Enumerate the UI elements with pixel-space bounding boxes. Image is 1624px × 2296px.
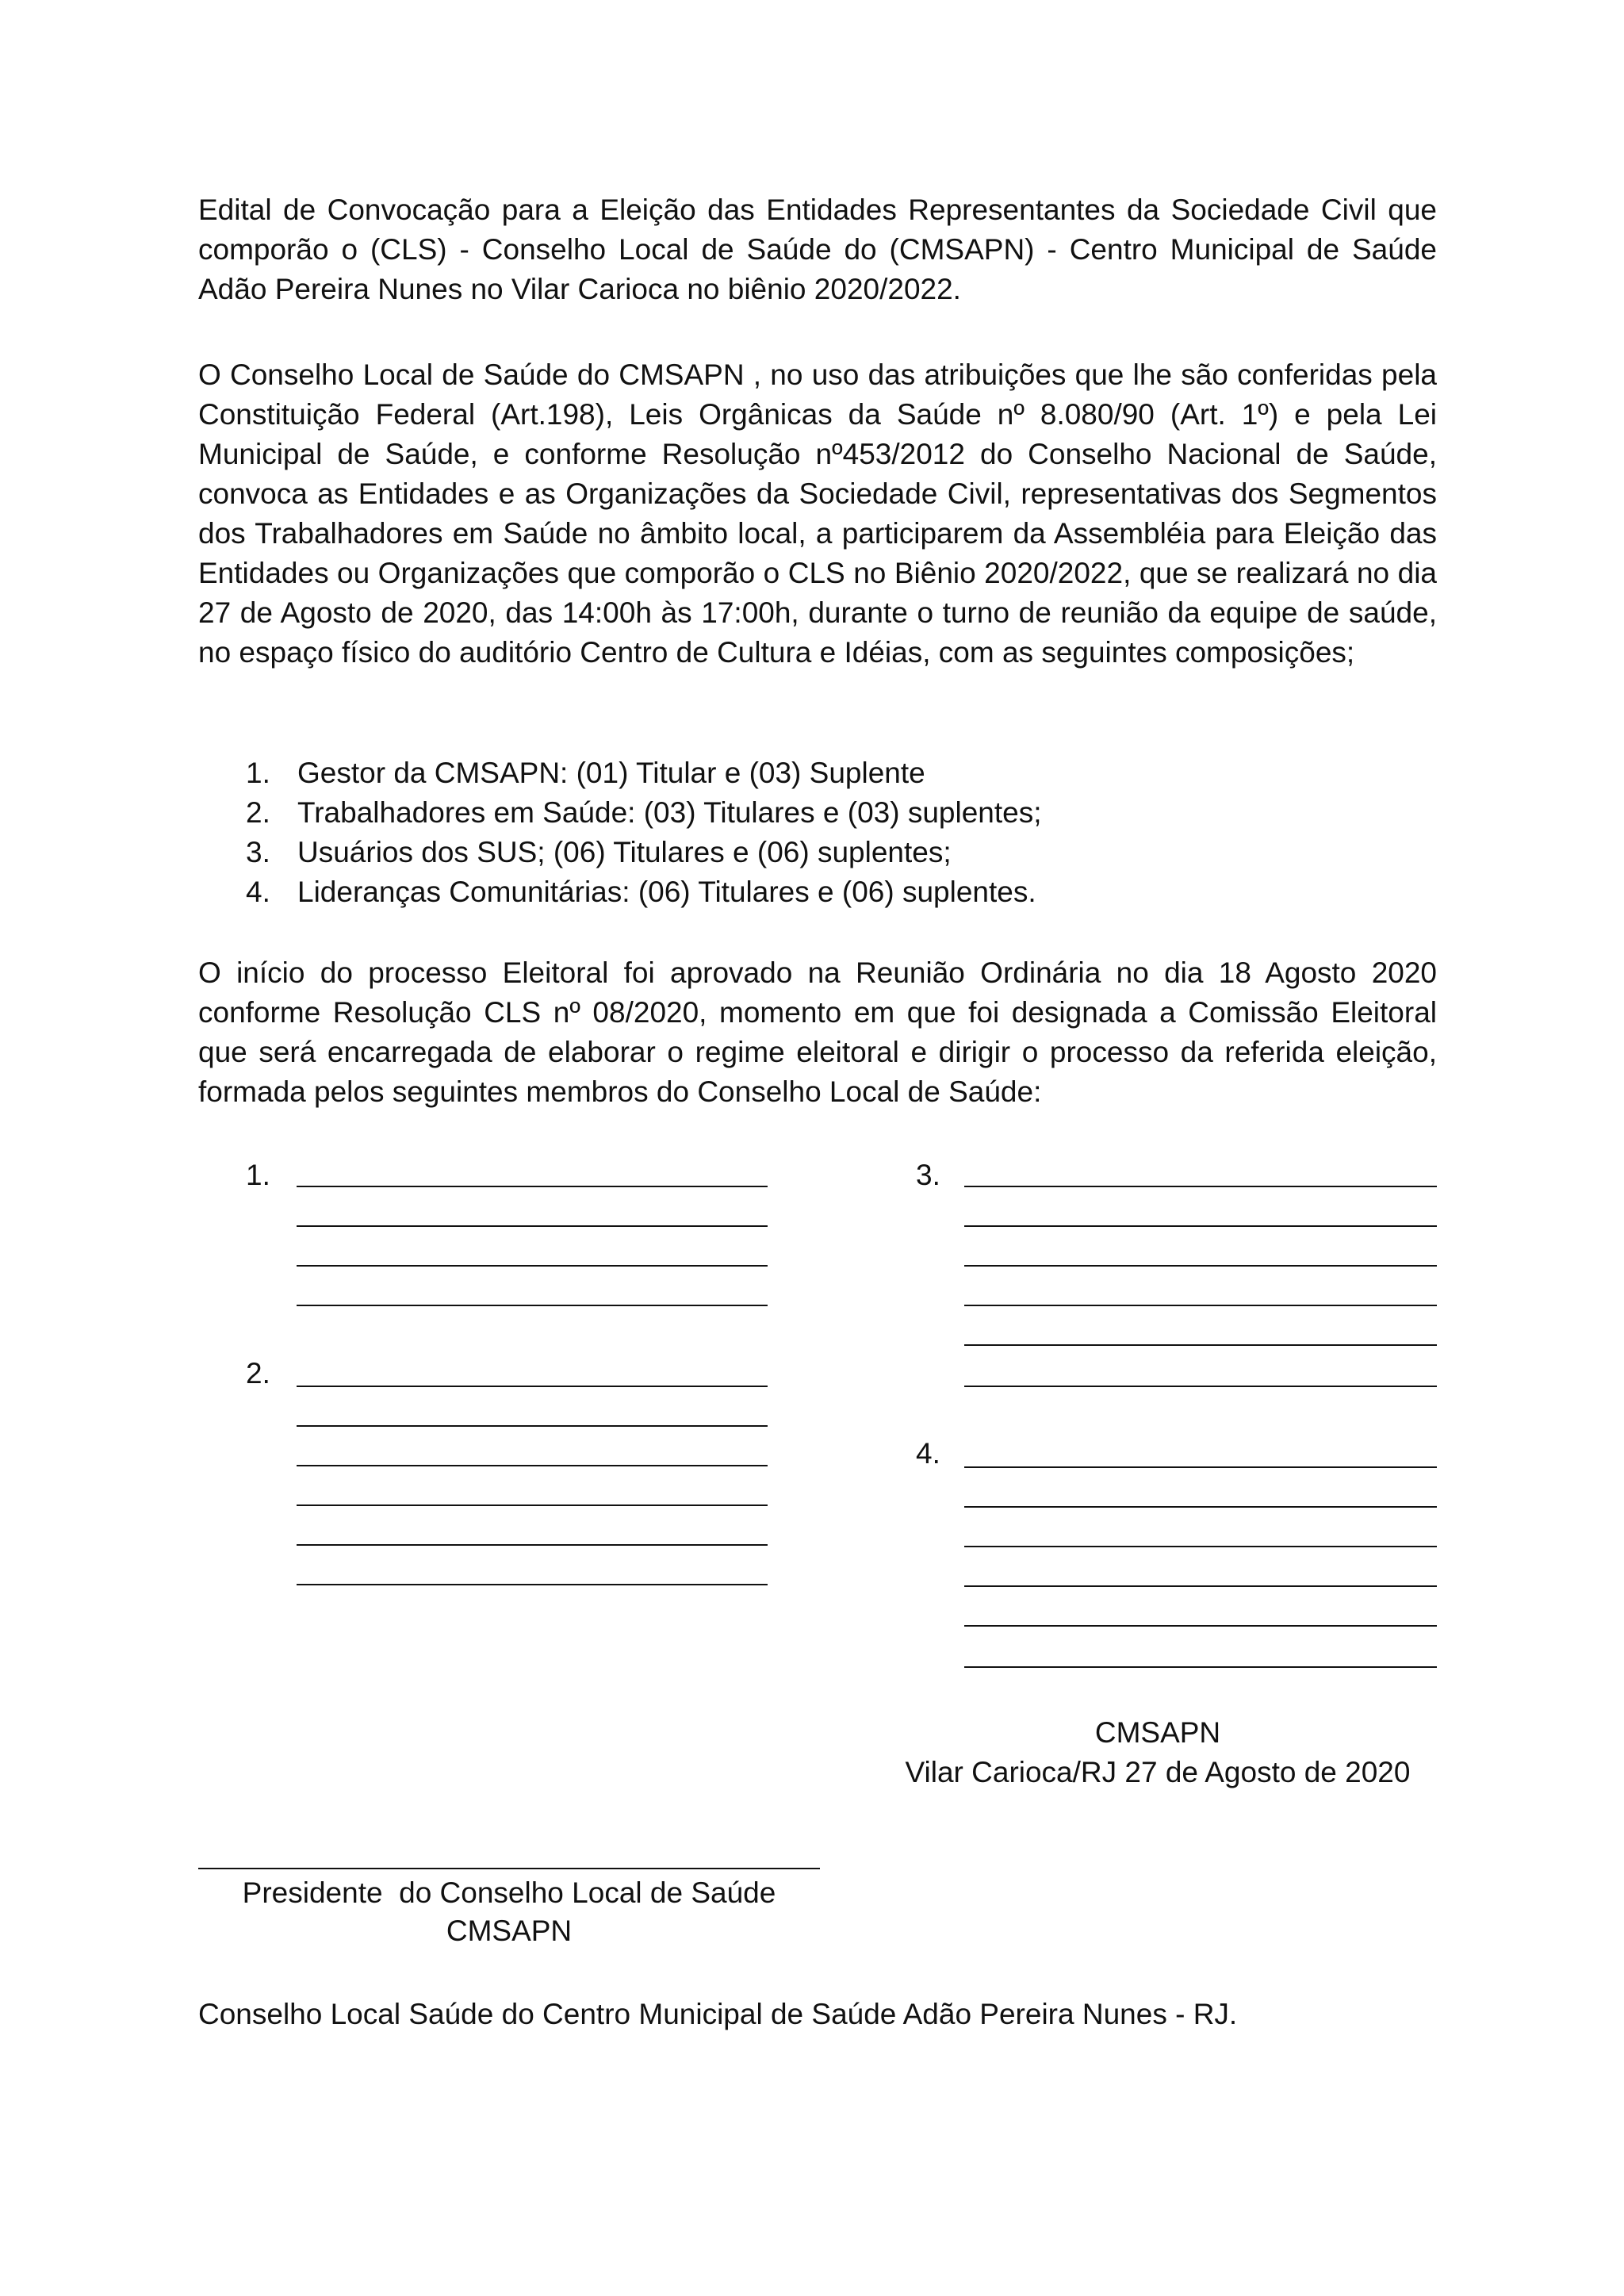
place-org: CMSAPN: [1094, 1716, 1221, 1749]
signature-line[interactable]: [297, 1544, 768, 1546]
signature-line[interactable]: [964, 1546, 1437, 1547]
signature-line[interactable]: [964, 1625, 1437, 1627]
signature-line[interactable]: [964, 1506, 1437, 1508]
signature-title: Presidente do Conselho Local de Saúde: [242, 1876, 776, 1909]
list-item-number: 4.: [246, 876, 270, 908]
signature-line[interactable]: [297, 1186, 768, 1187]
member-number: 3.: [916, 1159, 940, 1191]
signature-line[interactable]: [964, 1585, 1437, 1587]
president-signature-block: [198, 1874, 820, 1950]
place-date-block: [872, 1713, 1443, 1792]
list-item-number: 2.: [246, 796, 270, 829]
signature-line[interactable]: [297, 1225, 768, 1227]
signature-line[interactable]: [297, 1425, 768, 1427]
footer-text: Conselho Local Saúde do Centro Municipal de Saúde Adão Pereira Nunes - RJ.: [198, 1998, 1238, 2030]
process-paragraph: O início do processo Eleitoral foi aprovado na Reunião Ordinária no dia 18 Agosto 2020 conforme Resolução CLS nº 08/2020, momento em que foi designada a Comissão Eleitoral que será encarregada de elaborar o regime eleitoral e dirigir o processo da referida eleição, formada pelos seguintes membros do Conselho Local de Saúde:: [198, 956, 1437, 1108]
signature-line[interactable]: [297, 1305, 768, 1306]
signature-line[interactable]: [297, 1386, 768, 1387]
list-item-number: 3.: [246, 836, 270, 868]
intro-paragraph: O Conselho Local de Saúde do CMSAPN , no uso das atribuições que lhe são conferidas pela Constituição Federal (Art.198), Leis Orgânicas da Saúde nº 8.080/90 (Art. 1º) e pela Lei Municipal de Saúde, e conforme Resolução nº453/2012 do Conselho Nacional de Saúde, convoca as Entidades e as Organizações da Sociedade Civil, representativas dos Segmentos dos Trabalhadores em Saúde no âmbito local, a participarem da Assembléia para Eleição das Entidades ou Organizações que comporão o CLS no Biênio 2020/2022, que se realizará no dia 27 de Agosto de 2020, das 14:00h às 17:00h, durante o turno de reunião da equipe de saúde, no espaço físico do auditório Centro de Cultura e Idéias, com as seguintes composições;: [198, 358, 1437, 669]
signature-line[interactable]: [964, 1265, 1437, 1267]
signature-line[interactable]: [297, 1584, 768, 1585]
signature-line[interactable]: [297, 1504, 768, 1506]
signature-line[interactable]: [964, 1305, 1437, 1306]
signature-line[interactable]: [964, 1186, 1437, 1187]
signature-line[interactable]: [964, 1344, 1437, 1346]
signature-line[interactable]: [964, 1466, 1437, 1468]
document-title: Edital de Convocação para a Eleição das Entidades Representantes da Sociedade Civil que comporão o (CLS) - Conselho Local de Saúde do (CMSAPN) - Centro Municipal de Saúde Adão Pereira Nunes no Vilar Carioca no biênio 2020/2022.: [198, 194, 1437, 305]
president-signature-line[interactable]: [198, 1868, 820, 1869]
signature-line[interactable]: [964, 1225, 1437, 1227]
member-number: 2.: [246, 1357, 270, 1389]
list-item-text: Gestor da CMSAPN: (01) Titular e (03) Suplente: [297, 757, 925, 789]
list-item-text: Lideranças Comunitárias: (06) Titulares e (06) suplentes.: [297, 876, 1036, 908]
member-number: 1.: [246, 1159, 270, 1191]
signature-line[interactable]: [964, 1386, 1437, 1387]
list-item-text: Usuários dos SUS; (06) Titulares e (06) suplentes;: [297, 836, 952, 868]
signature-line[interactable]: [297, 1465, 768, 1466]
signature-line[interactable]: [964, 1666, 1437, 1668]
member-number: 4.: [916, 1437, 940, 1470]
signature-org: CMSAPN: [446, 1915, 573, 1947]
list-item-number: 1.: [246, 757, 270, 789]
list-item-text: Trabalhadores em Saúde: (03) Titulares e (03) suplentes;: [297, 796, 1042, 829]
place-date: Vilar Carioca/RJ 27 de Agosto de 2020: [905, 1756, 1411, 1788]
signature-line[interactable]: [297, 1265, 768, 1267]
